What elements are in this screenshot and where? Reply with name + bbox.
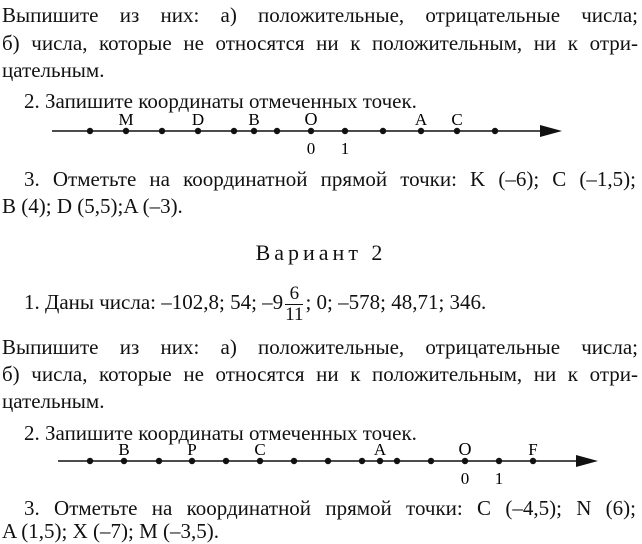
v2-label-a: A bbox=[373, 440, 387, 459]
v1-axis-dot bbox=[380, 128, 386, 134]
v2-axis-dot bbox=[156, 458, 162, 464]
v1-instruction-line-3: цательным. bbox=[2, 58, 105, 82]
v1-axis-dot bbox=[492, 128, 498, 134]
v2-task1-suffix: ; 0; –578; 48,71; 346. bbox=[305, 290, 487, 314]
v1-label-a: A bbox=[414, 110, 428, 129]
v2-tick-zero: 0 bbox=[460, 469, 470, 488]
v2-label-c: C bbox=[254, 440, 266, 459]
v2-label-o: O bbox=[458, 439, 472, 459]
v2-task3-line-2: A (1,5); X (–7); M (–3,5). bbox=[2, 519, 219, 543]
v2-axis-dot bbox=[359, 458, 365, 464]
v1-label-o: O bbox=[304, 109, 318, 129]
v1-axis-dot bbox=[231, 128, 237, 134]
v2-axis-dot bbox=[428, 458, 434, 464]
v2-instruction-line-1: Выпишите из них: а) положительные, отрицательные числа; bbox=[2, 335, 638, 359]
v2-tick-one: 1 bbox=[494, 469, 504, 488]
v2-task3-line-1: 3. Отметьте на координатной прямой точки: C (–4,5); N (6); bbox=[24, 496, 636, 520]
v1-number-line bbox=[0, 108, 642, 160]
v1-label-d: D bbox=[191, 110, 205, 129]
v2-axis-dot bbox=[394, 458, 400, 464]
v1-task3-line-2: B (4); D (5,5);A (–3). bbox=[2, 194, 183, 218]
v2-task1 bbox=[24, 278, 486, 326]
variant-2-title: Вариант 2 bbox=[255, 240, 387, 265]
v1-tick-one: 1 bbox=[340, 139, 350, 158]
v2-axis-dot bbox=[291, 458, 297, 464]
v2-task1-prefix: 1. Даны числа: –102,8; 54; –9 bbox=[24, 290, 284, 314]
v1-axis-dot bbox=[342, 128, 348, 134]
v1-instruction-line-1: Выпишите из них: а) положительные, отрицательные числа; bbox=[2, 3, 638, 27]
v1-axis-dot bbox=[87, 128, 93, 134]
v1-label-b: B bbox=[248, 110, 260, 129]
v2-axis-arrow-icon bbox=[576, 455, 598, 467]
v2-axis-dot bbox=[223, 458, 229, 464]
v1-axis-arrow-icon bbox=[540, 125, 562, 137]
v2-number-line bbox=[0, 440, 642, 490]
v1-instruction-line-2: б) числа, которые не относятся ни к положительным, ни к отри- bbox=[2, 31, 638, 55]
v2-fraction-numerator: 6 bbox=[285, 284, 303, 305]
v1-task3-line-1: 3. Отметьте на координатной прямой точки: K (–6); C (–1,5); bbox=[24, 167, 636, 191]
v2-instruction-line-3: цательным. bbox=[2, 389, 105, 413]
v1-tick-zero: 0 bbox=[306, 139, 316, 158]
v1-label-c: C bbox=[451, 110, 463, 129]
v1-label-m: M bbox=[118, 110, 134, 129]
v1-task2-text: 2. Запишите координаты отмеченных точек. bbox=[24, 89, 417, 113]
v2-axis-dot bbox=[325, 458, 331, 464]
v2-fraction-denominator: 11 bbox=[285, 303, 304, 325]
v2-label-f: F bbox=[528, 440, 538, 459]
v2-task1-fraction bbox=[285, 284, 303, 325]
v2-instruction-line-2: б) числа, которые не относятся ни к положительным, ни к отри- bbox=[2, 362, 638, 386]
v2-label-b: B bbox=[118, 440, 130, 459]
v2-axis-dot bbox=[496, 458, 502, 464]
v2-task2-text: 2. Запишите координаты отмеченных точек. bbox=[24, 421, 417, 445]
v1-axis-dot bbox=[159, 128, 165, 134]
v2-axis-dot bbox=[87, 458, 93, 464]
v2-label-p: P bbox=[187, 440, 197, 459]
v1-axis-dot bbox=[274, 128, 280, 134]
